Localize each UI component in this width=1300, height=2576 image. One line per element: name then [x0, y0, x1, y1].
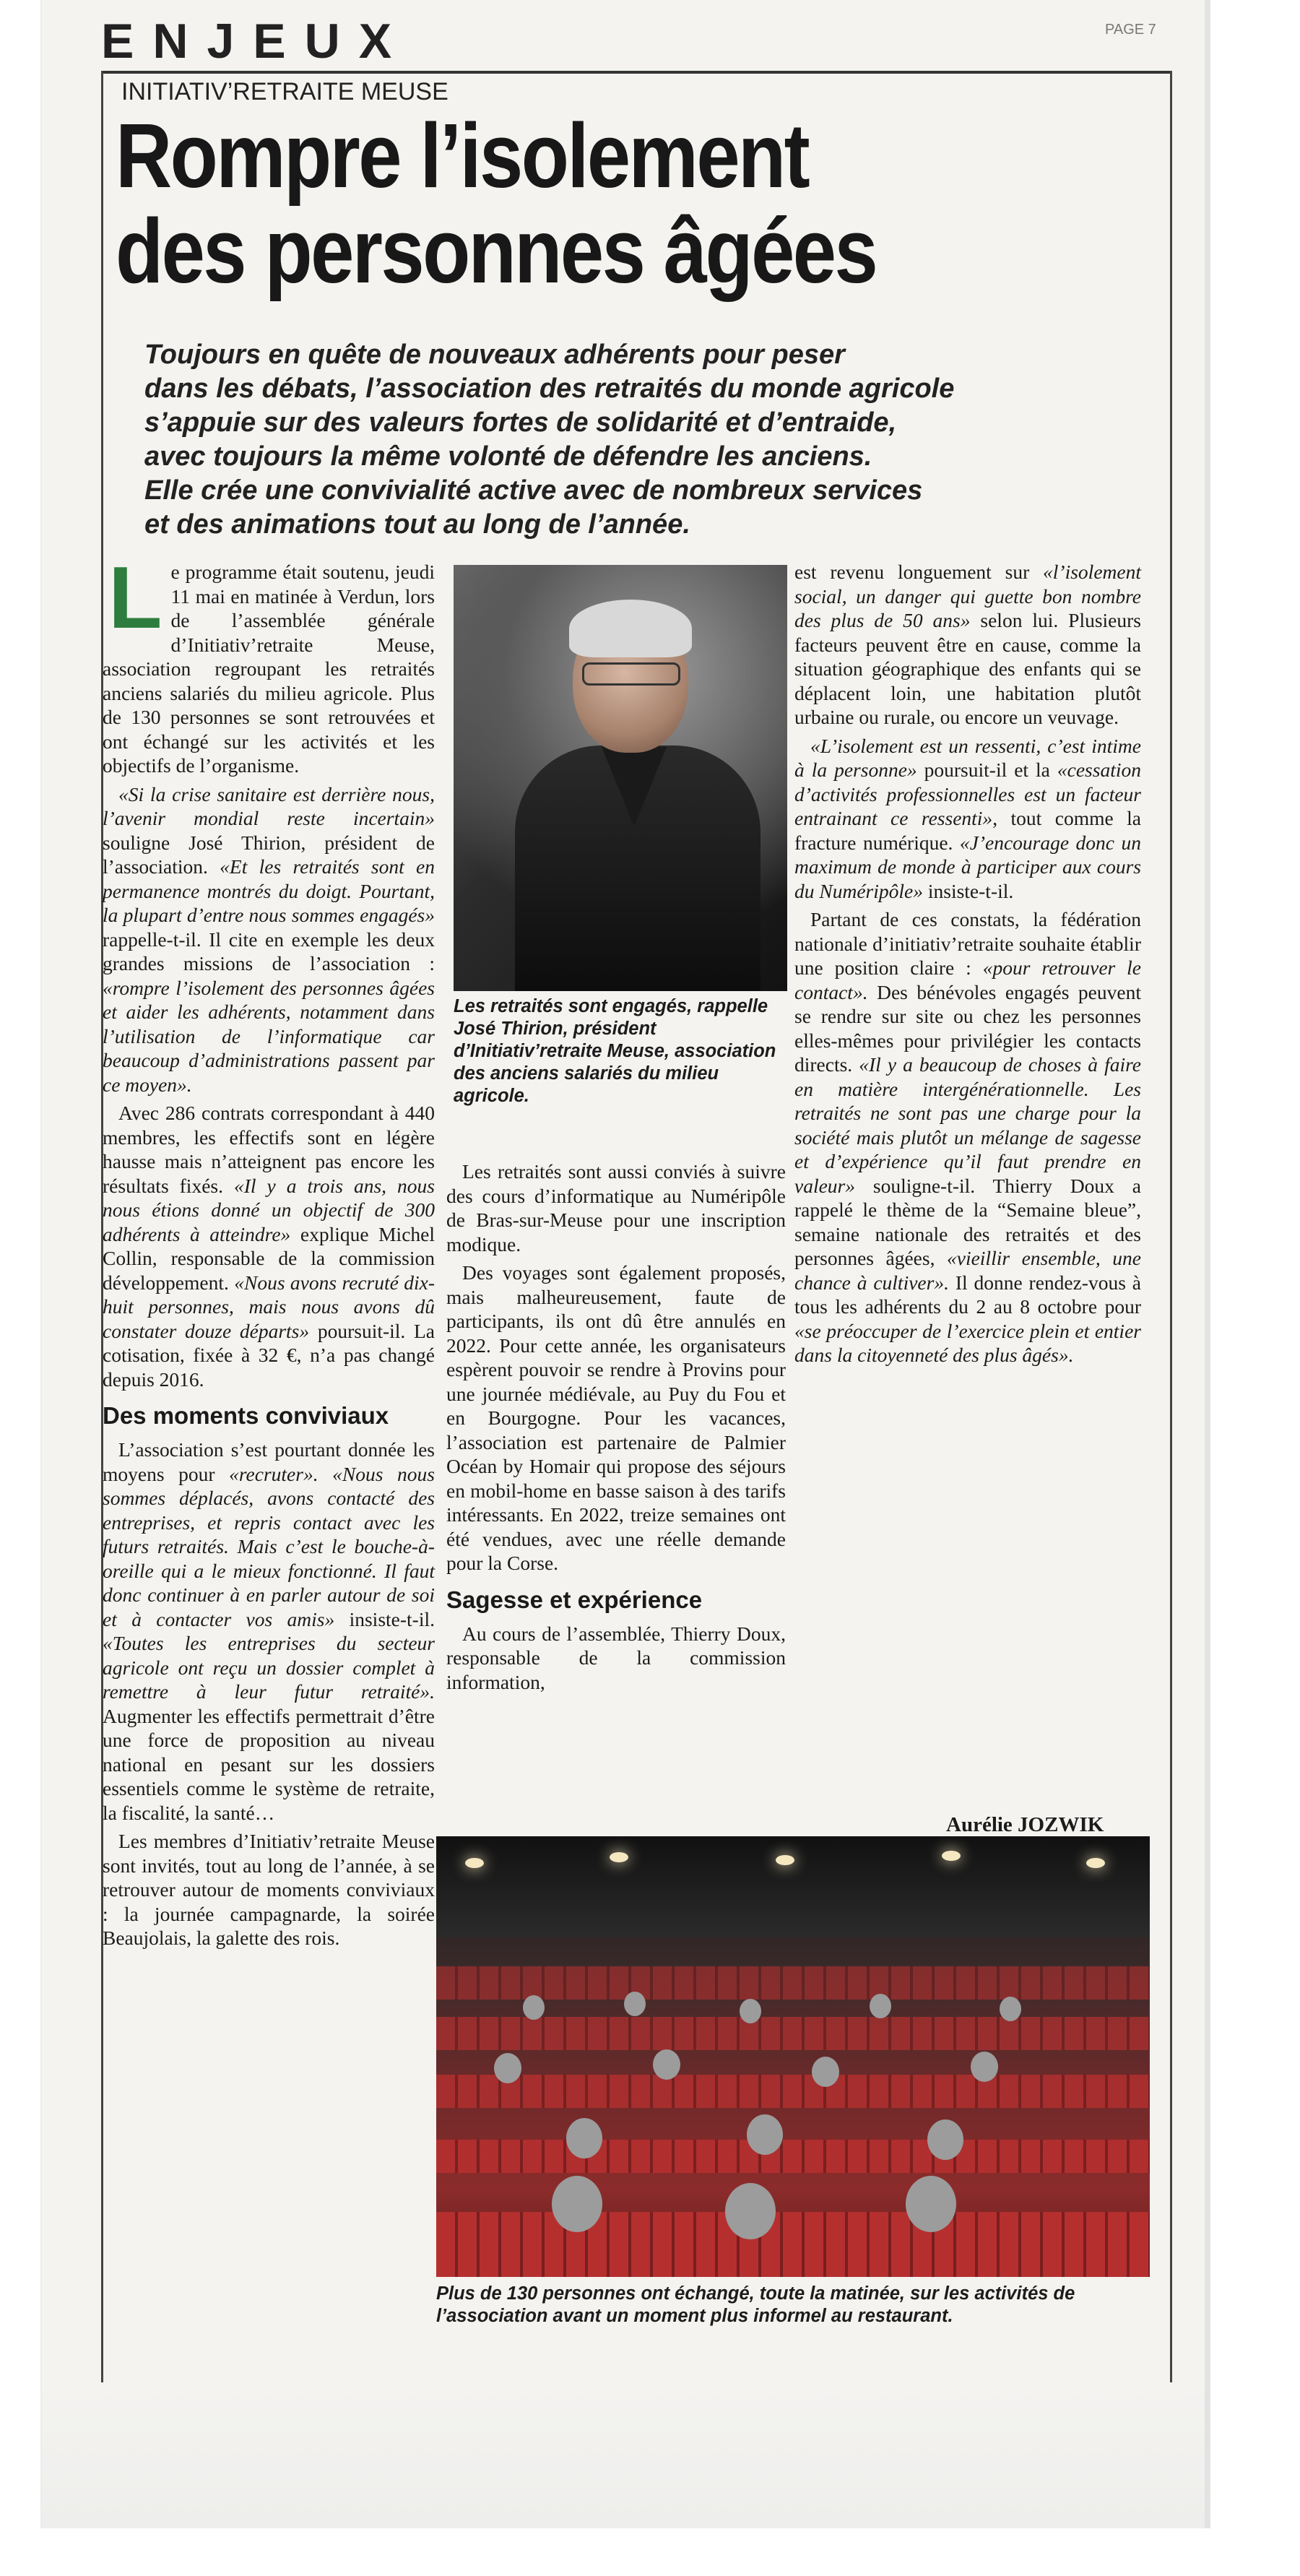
- ceiling-light: [942, 1851, 961, 1861]
- quote: «Toutes les entreprises du secteur agricole ont reçu un dossier complet à remettre à leur futur retraité».: [103, 1632, 435, 1703]
- quote: «vieillir ensemble, une chance à cultiver».: [794, 1247, 1142, 1294]
- audience-head: [725, 2183, 776, 2239]
- quote: «Nous avons recruté dix-huit personnes, mais nous avons dû constater douze départs»: [103, 1271, 435, 1342]
- audience-head: [552, 2176, 602, 2232]
- quote: «Il y a trois ans, nous nous étions donné un objectif de 300 adhérents à atteindre»: [103, 1174, 435, 1245]
- quote: «cessation d’activités professionnelles est un facteur entrainant ce ressenti»: [794, 758, 1141, 829]
- paragraph: [794, 734, 1141, 904]
- ceiling-light: [610, 1852, 628, 1862]
- standfirst: [144, 338, 1156, 542]
- quote: «pour retrouver le contact».: [794, 956, 1142, 1003]
- ceiling-light: [465, 1858, 484, 1868]
- page-number: PAGE 7: [1105, 22, 1156, 38]
- paragraph-text: selon lui. Plusieurs facteurs peuvent être en cause, comme la situation géographique des enfants qui se déplacent loin, une habitation plutôt urbaine ou rurale, ou encore un veuvage.: [794, 609, 1141, 728]
- ceiling-light: [776, 1855, 794, 1865]
- paragraph-text: souligne José Thirion, président de l’association.: [103, 831, 435, 878]
- paragraph: [103, 1101, 435, 1391]
- audience-head: [1000, 1997, 1021, 2021]
- audience-head: [927, 2119, 963, 2160]
- photo-figure-glasses: [582, 662, 680, 686]
- quote: «Si la crise sanitaire est derrière nous, l’avenir mondial reste incertain»: [103, 782, 435, 829]
- paragraph-text: Des bénévoles engagés peuvent se rendre sur site ou chez les personnes elles-mêmes pour privilégier les contacts directs.: [794, 980, 1141, 1076]
- paragraph-text: poursuit-il. La cotisation, fixée à 32 €, n’a pas changé depuis 2016.: [103, 1319, 435, 1391]
- paragraph-text: Il donne rendez-vous à tous les adhérents du 2 au 8 octobre pour: [794, 1271, 1141, 1318]
- audience-head: [624, 1992, 646, 2016]
- drop-cap: L: [108, 548, 162, 647]
- audience-head: [812, 2057, 839, 2087]
- paragraph-text: Partant de ces constats, la fédération nationale d’initiativ’retraite souhaite établir une position claire :: [794, 908, 1141, 979]
- standfirst-line: avec toujours la même volonté de défendre les anciens.: [144, 441, 872, 472]
- paragraph: [794, 560, 1141, 730]
- quote: «J’encourage donc un maximum de monde à participer aux cours du Numéripôle»: [794, 831, 1141, 902]
- photo-ceiling: [436, 1836, 1150, 1937]
- audience-head: [566, 2118, 602, 2158]
- article-column-1: [103, 548, 436, 1955]
- paragraph-text: est revenu longuement sur: [794, 561, 1044, 583]
- paragraph-text: , tout comme la fracture numérique.: [794, 807, 1141, 854]
- quote: «Il y a beaucoup de choses à faire en matière intergénérationnelle. Les retraités ne sont pas une charge pour la société mais plutôt un mélange de sagesse et d’expérience qu’il faut prendre en valeur»: [794, 1053, 1141, 1197]
- audience-head: [740, 1999, 761, 2023]
- paragraph: [103, 782, 435, 1097]
- standfirst-line: dans les débats, l’association des retraités du monde agricole: [144, 373, 955, 404]
- ceiling-light: [1086, 1858, 1105, 1868]
- section-label: INITIATIV’RETRAITE MEUSE: [121, 78, 448, 105]
- seat-row: [436, 1966, 1150, 2000]
- paragraph: Des voyages sont également proposés, mais malheureusement, faute de participants, ils ont dû être annulés en 2022. Pour cette année, les organisateurs espèrent pouvoir se rendre à Provins pour une journée médiévale, au Puy du Fou et en Bourgogne. Pour les vacances, l’association est partenaire de Palmier Océan by Homair qui propose des séjours en mobil-home en basse saison à des tarifs intéressants. En 2022, treize semaines ont été vendues, avec une réelle demande pour la Corse.: [446, 1261, 786, 1574]
- headline: [116, 105, 985, 302]
- subheading: Sagesse et expérience: [446, 1586, 703, 1613]
- paragraph-text: Augmenter les effectifs permettrait d’être une force de proposition au niveau national en pesant sur les dossiers essentiels comme le système de retraite, la fiscalité, la santé…: [103, 1704, 435, 1824]
- audience-head: [494, 2053, 521, 2083]
- seat-row: [436, 2017, 1150, 2050]
- paragraph-text: insiste-t-il.: [334, 1607, 435, 1630]
- standfirst-line: et des animations tout au long de l’année.: [144, 509, 690, 540]
- photo-figure-hair: [569, 600, 692, 657]
- article-column-2: [446, 1159, 786, 1698]
- photo-caption-portrait: Les retraités sont engagés, rappelle José Thirion, président d’Initiativ’retraite Meuse, association des anciens salariés du milieu agricole.: [454, 996, 776, 1106]
- frame-right-rule: [1170, 71, 1172, 2382]
- paragraph: Les membres d’Initiativ’retraite Meuse sont invités, tout au long de l’année, à se retrouver autour de moments conviviaux : la journée campagnarde, la soirée Beaujolais, la galette des rois.: [103, 1830, 435, 1949]
- paragraph-text: poursuit-il et la: [916, 758, 1057, 781]
- paragraph: [103, 548, 435, 778]
- paragraph-text: L’association s’est pourtant donnée les moyens pour: [103, 1438, 435, 1485]
- seat-row: [436, 2075, 1150, 2108]
- paragraph-text: e programme était soutenu, jeudi 11 mai en matinée à Verdun, lors de l’assemblée générale d’Initiativ’retraite Meuse, association regroupant les retraités anciens salariés du milieu agricole. Plus de 130 personnes se sont retrouvées et ont échangé sur les activités et les objectifs de l’organisme.: [103, 561, 435, 777]
- quote: «se préoccuper de l’exercice plein et entier dans la citoyenneté des plus âgés».: [794, 1319, 1141, 1366]
- audience-head: [906, 2176, 956, 2232]
- paper-margin: [42, 2384, 1205, 2528]
- article-column-3: [794, 560, 1141, 1372]
- byline: Aurélie JOZWIK: [946, 1813, 1104, 1836]
- auditorium-photo: [436, 1836, 1150, 2277]
- quote: «l’isolement social, un danger qui guette bon nombre des plus de 50 ans»: [794, 561, 1141, 631]
- rubric-title: ENJEUX: [101, 14, 411, 69]
- standfirst-line: Toujours en quête de nouveaux adhérents pour peser: [144, 340, 845, 370]
- photo-caption-auditorium: Plus de 130 personnes ont échangé, toute la matinée, sur les activités de l’association avant un moment plus informel au restaurant.: [436, 2283, 1075, 2326]
- header-rule: [101, 71, 1170, 74]
- paragraph-text: explique Michel Collin, responsable de la commission développement.: [103, 1222, 436, 1294]
- quote: «Et les retraités sont en permanence montrés du doigt. Pourtant, la plupart d’entre nous sommes engagés»: [103, 855, 435, 926]
- paragraph-text: Avec 286 contrats correspondant à 440 membres, les effectifs sont en légère hausse mais n’atteignent pas encore les résultats fixés.: [103, 1102, 435, 1197]
- seat-row: [436, 2140, 1150, 2173]
- quote: «L’isolement est un ressenti, c’est intime à la personne»: [794, 734, 1141, 781]
- headline-line-1: Rompre l’isolement: [116, 105, 809, 207]
- portrait-photo: [454, 565, 787, 991]
- paragraph: [794, 907, 1141, 1367]
- paragraph-text: insiste-t-il.: [922, 879, 1014, 902]
- headline-line-2: des personnes âgées: [116, 200, 877, 302]
- audience-head: [653, 2049, 680, 2080]
- audience-head: [971, 2052, 998, 2082]
- paragraph: Les retraités sont aussi conviés à suivre des cours d’informatique au Numéripôle de Bras-sur-Meuse pour une inscription modique.: [446, 1160, 786, 1255]
- seat-row: [436, 2212, 1150, 2277]
- subheading: Des moments conviviaux: [103, 1402, 389, 1429]
- paragraph-text: rappelle-t-il. Il cite en exemple les deux grandes missions de l’association :: [103, 928, 435, 974]
- quote: «recruter». «Nous nous sommes déplacés, avons contacté des entreprises, et repris contact avec les futurs retraités. Mais c’est le bouche-à-oreille qui a le mieux fonctionné. Il faut donc continuer à en parler autour de soi et à contacter vos amis»: [103, 1462, 435, 1630]
- paragraph: Au cours de l’assemblée, Thierry Doux, responsable de la commission information,: [446, 1622, 786, 1693]
- paragraph-text: souligne-t-il. Thierry Doux a rappelé le thème de la “Semaine bleue”, semaine nationale des retraités et des personnes âgées,: [794, 1174, 1141, 1269]
- standfirst-line: Elle crée une convivialité active avec de nombreux services: [144, 475, 923, 506]
- audience-head: [747, 2114, 783, 2155]
- paragraph: [103, 1438, 435, 1825]
- quote: «rompre l’isolement des personnes âgées et aider les adhérents, notamment dans l’utilisation de l’informatique car beaucoup d’administrations passent par ce moyen».: [103, 976, 435, 1096]
- audience-head: [870, 1994, 891, 2018]
- standfirst-line: s’appuie sur des valeurs fortes de solidarité et d’entraide,: [144, 407, 897, 438]
- audience-head: [523, 1995, 545, 2020]
